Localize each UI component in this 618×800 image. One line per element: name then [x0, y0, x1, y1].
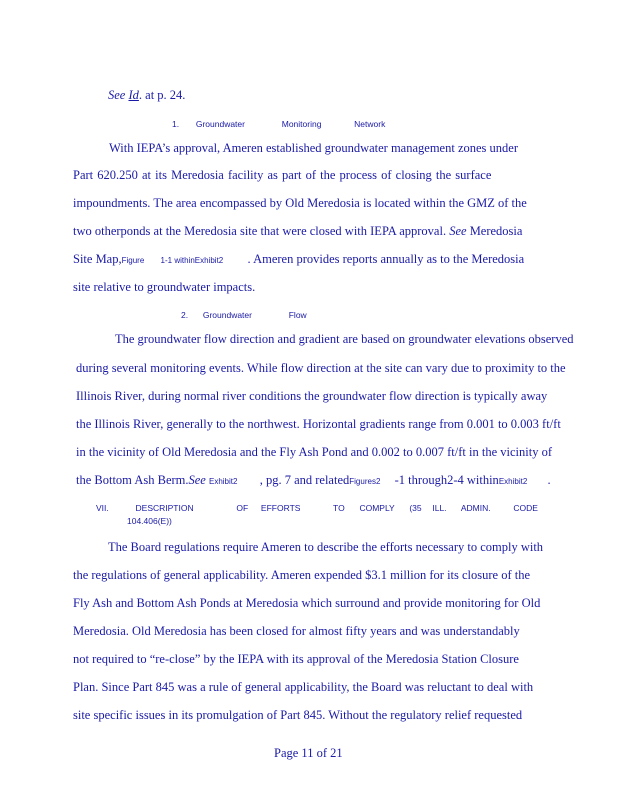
paragraph-line: the regulations of general applicability. Ameren expended $3.1 million for its closure of the: [73, 568, 531, 582]
paragraph-text: Meredosia: [469, 224, 523, 238]
exhibit-ref: Exhibit2: [208, 477, 238, 486]
paragraph-line: during several monitoring events. While flow direction at the site can vary due to proximity to the: [76, 361, 566, 375]
heading-word: (35: [409, 503, 422, 513]
paragraph-text: two otherponds at the Meredosia site that were closed with IEPA approval.: [73, 224, 447, 238]
section-heading-efforts-to-comply: [96, 503, 538, 513]
citation-line: [108, 87, 185, 103]
paragraph-line: site specific issues in its promulgation of Part 845. Without the regulatory relief requested: [73, 708, 523, 722]
id-signal: Id: [128, 88, 139, 102]
paragraph-line: not required to “re-close” by the IEPA with its approval of the Meredosia Station Closure: [73, 652, 519, 666]
see-signal: See: [108, 88, 126, 102]
paragraph-line: [73, 251, 524, 267]
paragraph-text: -1 through2-4 within: [394, 473, 499, 487]
paragraph-line: [76, 472, 551, 488]
exhibit-ref: Exhibit2: [498, 477, 528, 486]
paragraph-line: [73, 223, 522, 239]
heading-number: 2.: [181, 310, 189, 320]
heading-word: OF: [236, 503, 249, 513]
paragraph-text: the Bottom Ash Berm.: [76, 473, 189, 487]
heading-word: Flow: [288, 310, 307, 320]
see-signal: See: [188, 473, 206, 487]
page-number-footer: Page 11 of 21: [274, 746, 343, 760]
paragraph-line: in the vicinity of Old Meredosia and the Fly Ash Pond and 0.002 to 0.007 ft/ft in the vicinity of: [76, 445, 552, 459]
paragraph-line: With IEPA’s approval, Ameren established groundwater management zones under: [109, 141, 518, 155]
heading-number: VII.: [96, 503, 109, 513]
paragraph-text: . Ameren provides reports annually as to the Meredosia: [247, 252, 525, 266]
paragraph-text: , pg. 7 and related: [259, 473, 350, 487]
paragraph-text: Site Map,: [73, 252, 122, 266]
see-signal: See: [449, 224, 467, 238]
citation-page: . at p. 24.: [138, 88, 186, 102]
section-heading-groundwater-flow: [181, 310, 307, 320]
paragraph-line: site relative to groundwater impacts.: [73, 280, 256, 294]
section-heading-groundwater-monitoring: [172, 119, 385, 129]
heading-word: Monitoring: [281, 119, 322, 129]
paragraph-line: The groundwater flow direction and gradient are based on groundwater elevations observed: [115, 332, 574, 346]
exhibit-ref: Exhibit2: [194, 256, 224, 265]
paragraph-line: Illinois River, during normal river conditions the groundwater flow direction is typically away: [76, 389, 548, 403]
heading-word: COMPLY: [359, 503, 395, 513]
heading-word: CODE: [513, 503, 538, 513]
paragraph-line: The Board regulations require Ameren to describe the efforts necessary to comply with: [108, 540, 544, 554]
heading-word: Network: [354, 119, 386, 129]
section-heading-citation: 104.406(E)): [127, 516, 172, 526]
heading-word: Groundwater: [202, 310, 252, 320]
heading-number: 1.: [172, 119, 180, 129]
paragraph-line: Fly Ash and Bottom Ash Ponds at Meredosia which surround and provide monitoring for Old: [73, 596, 541, 610]
heading-word: ILL.: [432, 503, 447, 513]
figure-ref: Figure: [121, 256, 145, 265]
paragraph-line: impoundments. The area encompassed by Old Meredosia is located within the GMZ of the: [73, 196, 527, 210]
heading-word: EFFORTS: [260, 503, 301, 513]
heading-word: DESCRIPTION: [135, 503, 194, 513]
heading-word: Groundwater: [195, 119, 245, 129]
paragraph-text: .: [547, 473, 551, 487]
paragraph-line: Meredosia. Old Meredosia has been closed for almost fifty years and was understandably: [73, 624, 520, 638]
figure-number: 1-1 within: [160, 256, 195, 265]
paragraph-line: Part 620.250 at its Meredosia facility as part of the process of closing the surface: [73, 168, 492, 182]
figure-ref: Figures2: [349, 477, 381, 486]
heading-word: ADMIN.: [460, 503, 491, 513]
paragraph-line: Plan. Since Part 845 was a rule of general applicability, the Board was reluctant to deal with: [73, 680, 534, 694]
paragraph-line: the Illinois River, generally to the northwest. Horizontal gradients range from 0.001 to 0.003 ft/ft: [76, 417, 561, 431]
heading-word: TO: [333, 503, 345, 513]
